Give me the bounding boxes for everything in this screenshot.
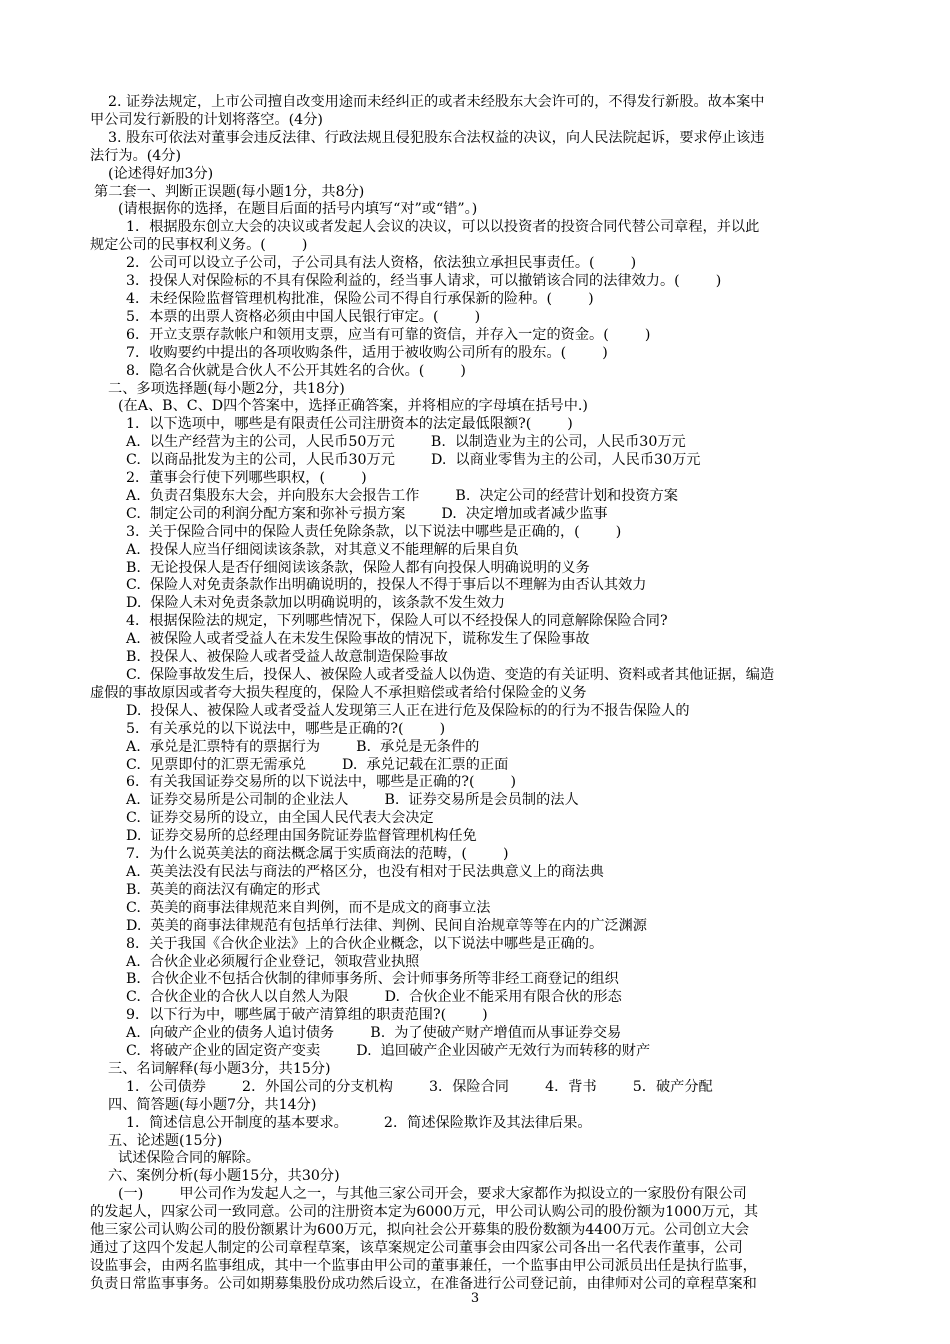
text-line: D. 保险人未对免责条款加以明确说明的，该条款不发生效力 xyxy=(126,595,506,612)
text-line: 三、名词解释(每小题3分，共15分) xyxy=(108,1060,331,1077)
text-line: 二、多项选择题(每小题2分，共18分) xyxy=(108,380,345,397)
text-line: 负责日常监事事务。公司如期募集股份成功然后设立，在准备进行公司登记前，由律师对公司的章程草案和 xyxy=(90,1275,757,1292)
text-line: 7．收购要约中提出的各项收购条件，适用于被收购公司所有的股东。( ) xyxy=(126,344,608,361)
text-line: 1．以下选项中，哪些是有限责任公司注册资本的法定最低限额?( ) xyxy=(126,416,573,433)
text-line: C. 合伙企业的合伙人以自然人为限 D. 合伙企业不能采用有限合伙的形态 xyxy=(126,989,622,1006)
text-line: C. 保险事故发生后，投保人、被保险人或者受益人以伪造、变造的有关证明、资料或者其他证据，编造 xyxy=(126,667,775,683)
text-line: A. 被保险人或者受益人在未发生保险事故的情况下，谎称发生了保险事故 xyxy=(126,631,590,648)
text-line: D. 投保人、被保险人或者受益人发现第三人正在进行危及保险标的的行为不报告保险人的 xyxy=(126,702,690,719)
text-line: 试述保险合同的解除。 xyxy=(118,1150,260,1167)
text-line: D. 证券交易所的总经理由国务院证券监督管理机构任免 xyxy=(126,828,477,845)
text-line: C. 将破产企业的固定资产变卖 D. 追回破产企业因破产无效行为而转移的财产 xyxy=(126,1043,651,1060)
text-line: (一) 甲公司作为发起人之一，与其他三家公司开会，要求大家都作为拟设立的一家股份有限公司 xyxy=(118,1186,747,1203)
text-line: 5．本票的出票人资格必须由中国人民银行审定。( ) xyxy=(126,308,481,325)
text-line: 设监事会，由两名监事组成，其中一个监事由甲公司的董事兼任，一个监事由甲公司派员出任是执行监事， xyxy=(90,1257,757,1274)
text-line: A. 承兑是汇票特有的票据行为 B. 承兑是无条件的 xyxy=(126,738,480,755)
text-line: 4．根据保险法的规定，下列哪些情况下，保险人可以不经投保人的同意解除保险合同? xyxy=(126,613,668,630)
text-line: 4．未经保险监督管理机构批准，保险公司不得自行承保新的险种。( ) xyxy=(126,290,594,307)
text-line: A. 以生产经营为主的公司，人民币50万元 B. 以制造业为主的公司，人民币30万元 xyxy=(126,434,686,451)
text-line: 3. 关于保险合同中的保险人责任免除条款，以下说法中哪些是正确的，( ) xyxy=(126,523,622,540)
text-line: A. 投保人应当仔细阅读该条款，对其意义不能理解的后果自负 xyxy=(126,541,519,558)
text-line: 3. 股东可依法对董事会违反法律、行政法规且侵犯股东合法权益的决议，向人民法院起诉，要求停止该违 xyxy=(108,129,765,146)
text-line: 8．隐名合伙就是合伙人不公开其姓名的合伙。( ) xyxy=(126,362,466,379)
text-line: C. 证券交易所的设立，由全国人民代表大会决定 xyxy=(126,810,434,827)
text-line: 1．公司债券 2．外国公司的分支机构 3．保险合同 4．背书 5．破产分配 xyxy=(126,1078,713,1095)
text-line: 6．有关我国证券交易所的以下说法中，哪些是正确的?( ) xyxy=(126,774,517,791)
text-line: (请根据你的选择，在题目后面的括号内填写“对”或“错”。) xyxy=(118,201,478,218)
text-line: 9．以下行为中，哪些属于破产清算组的职责范围?( ) xyxy=(126,1007,488,1024)
text-line: 五、论述题(15分) xyxy=(108,1132,223,1149)
text-line: C. 英美的商事法律规范来自判例，而不是成文的商事立法 xyxy=(126,899,491,916)
text-line: 通过了这四个发起人制定的公司章程草案，该草案规定公司董事会由四家公司各出一名代表作董事，公司 xyxy=(90,1240,743,1256)
page-number: 3 xyxy=(470,1291,480,1306)
text-line: 虚假的事故原因或者夸大损失程度的，保险人不承担赔偿或者给付保险金的义务 xyxy=(90,684,587,701)
text-line: 7．为什么说英美法的商法概念属于实质商法的范畴，( ) xyxy=(126,846,509,863)
text-line: 1．简述信息公开制度的基本要求。 2．简述保险欺诈及其法律后果。 xyxy=(126,1114,592,1131)
text-line: 法行为。(4分) xyxy=(90,147,182,164)
text-line: C. 保险人对免责条款作出明确说明的，投保人不得于事后以不理解为由否认其效力 xyxy=(126,577,647,594)
text-line: B. 英美的商法汉有确定的形式 xyxy=(126,881,321,898)
text-line: 2. 证券法规定，上市公司擅自改变用途而未经纠正的或者未经股东大会许可的，不得发行新股。故本案中 xyxy=(108,94,765,110)
text-line: 5．有关承兑的以下说法中，哪些是正确的?( ) xyxy=(126,720,446,737)
text-line: 2．董事会行使下列哪些职权，( ) xyxy=(126,470,367,487)
text-line: A. 英美法没有民法与商法的严格区分，也没有相对于民法典意义上的商法典 xyxy=(126,863,604,880)
text-line: A. 合伙企业必须履行企业登记，领取营业执照 xyxy=(126,953,420,970)
text-line: 的发起人，四家公司一致同意。公司的注册资本定为6000万元，甲公司认购公司的股份额为1000万元，其 xyxy=(90,1204,759,1221)
text-line: C. 制定公司的利润分配方案和弥补亏损方案 D. 决定增加或者减少监事 xyxy=(126,505,608,522)
text-line: A. 负责召集股东大会，并向股东大会报告工作 B. 决定公司的经营计划和投资方案 xyxy=(126,487,678,504)
text-line: B．合伙企业不包括合伙制的律师事务所、会计师事务所等非经工商登记的组织 xyxy=(126,971,619,988)
text-line: A. 证券交易所是公司制的企业法人 B. 证券交易所是会员制的法人 xyxy=(126,792,579,809)
text-line: (论述得好加3分) xyxy=(108,165,214,182)
text-line: 1．根据股东创立大会的决议或者发起人会议的决议，可以以投资者的投资合同代替公司章程，并以此 xyxy=(126,219,760,236)
text-line: D. 英美的商事法律规范有包括单行法律、判例、民间自治规章等等在内的广泛渊源 xyxy=(126,917,647,934)
text-line: C. 以商品批发为主的公司，人民币30万元 D. 以商业零售为主的公司，人民币30万元 xyxy=(126,452,701,469)
text-line: 第二套一、判断正误题(每小题1分，共8分) xyxy=(94,183,365,200)
text-line: 六、案例分析(每小题15分，共30分) xyxy=(108,1168,340,1185)
text-line: B. 无论投保人是否仔细阅读该条款，保险人都有向投保人明确说明的义务 xyxy=(126,559,590,576)
text-line: 6．开立支票存款帐户和领用支票，应当有可靠的资信，并存入一定的资金。( ) xyxy=(126,326,651,343)
text-line: 他三家公司认购公司的股份额累计为600万元，拟向社会公开募集的股份数额为4400万元。公司创立大会 xyxy=(90,1222,750,1239)
text-line: 3．投保人对保险标的不具有保险利益的，经当事人请求，可以撤销该合同的法律效力。( ) xyxy=(126,273,722,290)
document-body xyxy=(90,94,866,1294)
text-line: 8．关于我国《合伙企业法》上的合伙企业概念，以下说法中哪些是正确的。 xyxy=(126,935,604,952)
text-line: C. 见票即付的汇票无需承兑 D. 承兑记载在汇票的正面 xyxy=(126,756,509,773)
text-line: (在A、B、C、D四个答案中，选择正确答案，并将相应的字母填在括号中.) xyxy=(118,398,588,415)
text-line: 四、简答题(每小题7分，共14分) xyxy=(108,1096,317,1113)
text-line: B. 投保人、被保险人或者受益人故意制造保险事故 xyxy=(126,649,448,666)
text-line: 甲公司发行新股的计划将落空。(4分) xyxy=(90,111,323,128)
text-line: 2．公司可以设立子公司，子公司具有法人资格，依法独立承担民事责任。( ) xyxy=(126,255,637,272)
text-line: 规定公司的民事权利义务。( ) xyxy=(90,237,308,254)
text-line: A. 向破产企业的债务人追讨债务 B. 为了使破产财产增值而从事证券交易 xyxy=(126,1025,622,1042)
